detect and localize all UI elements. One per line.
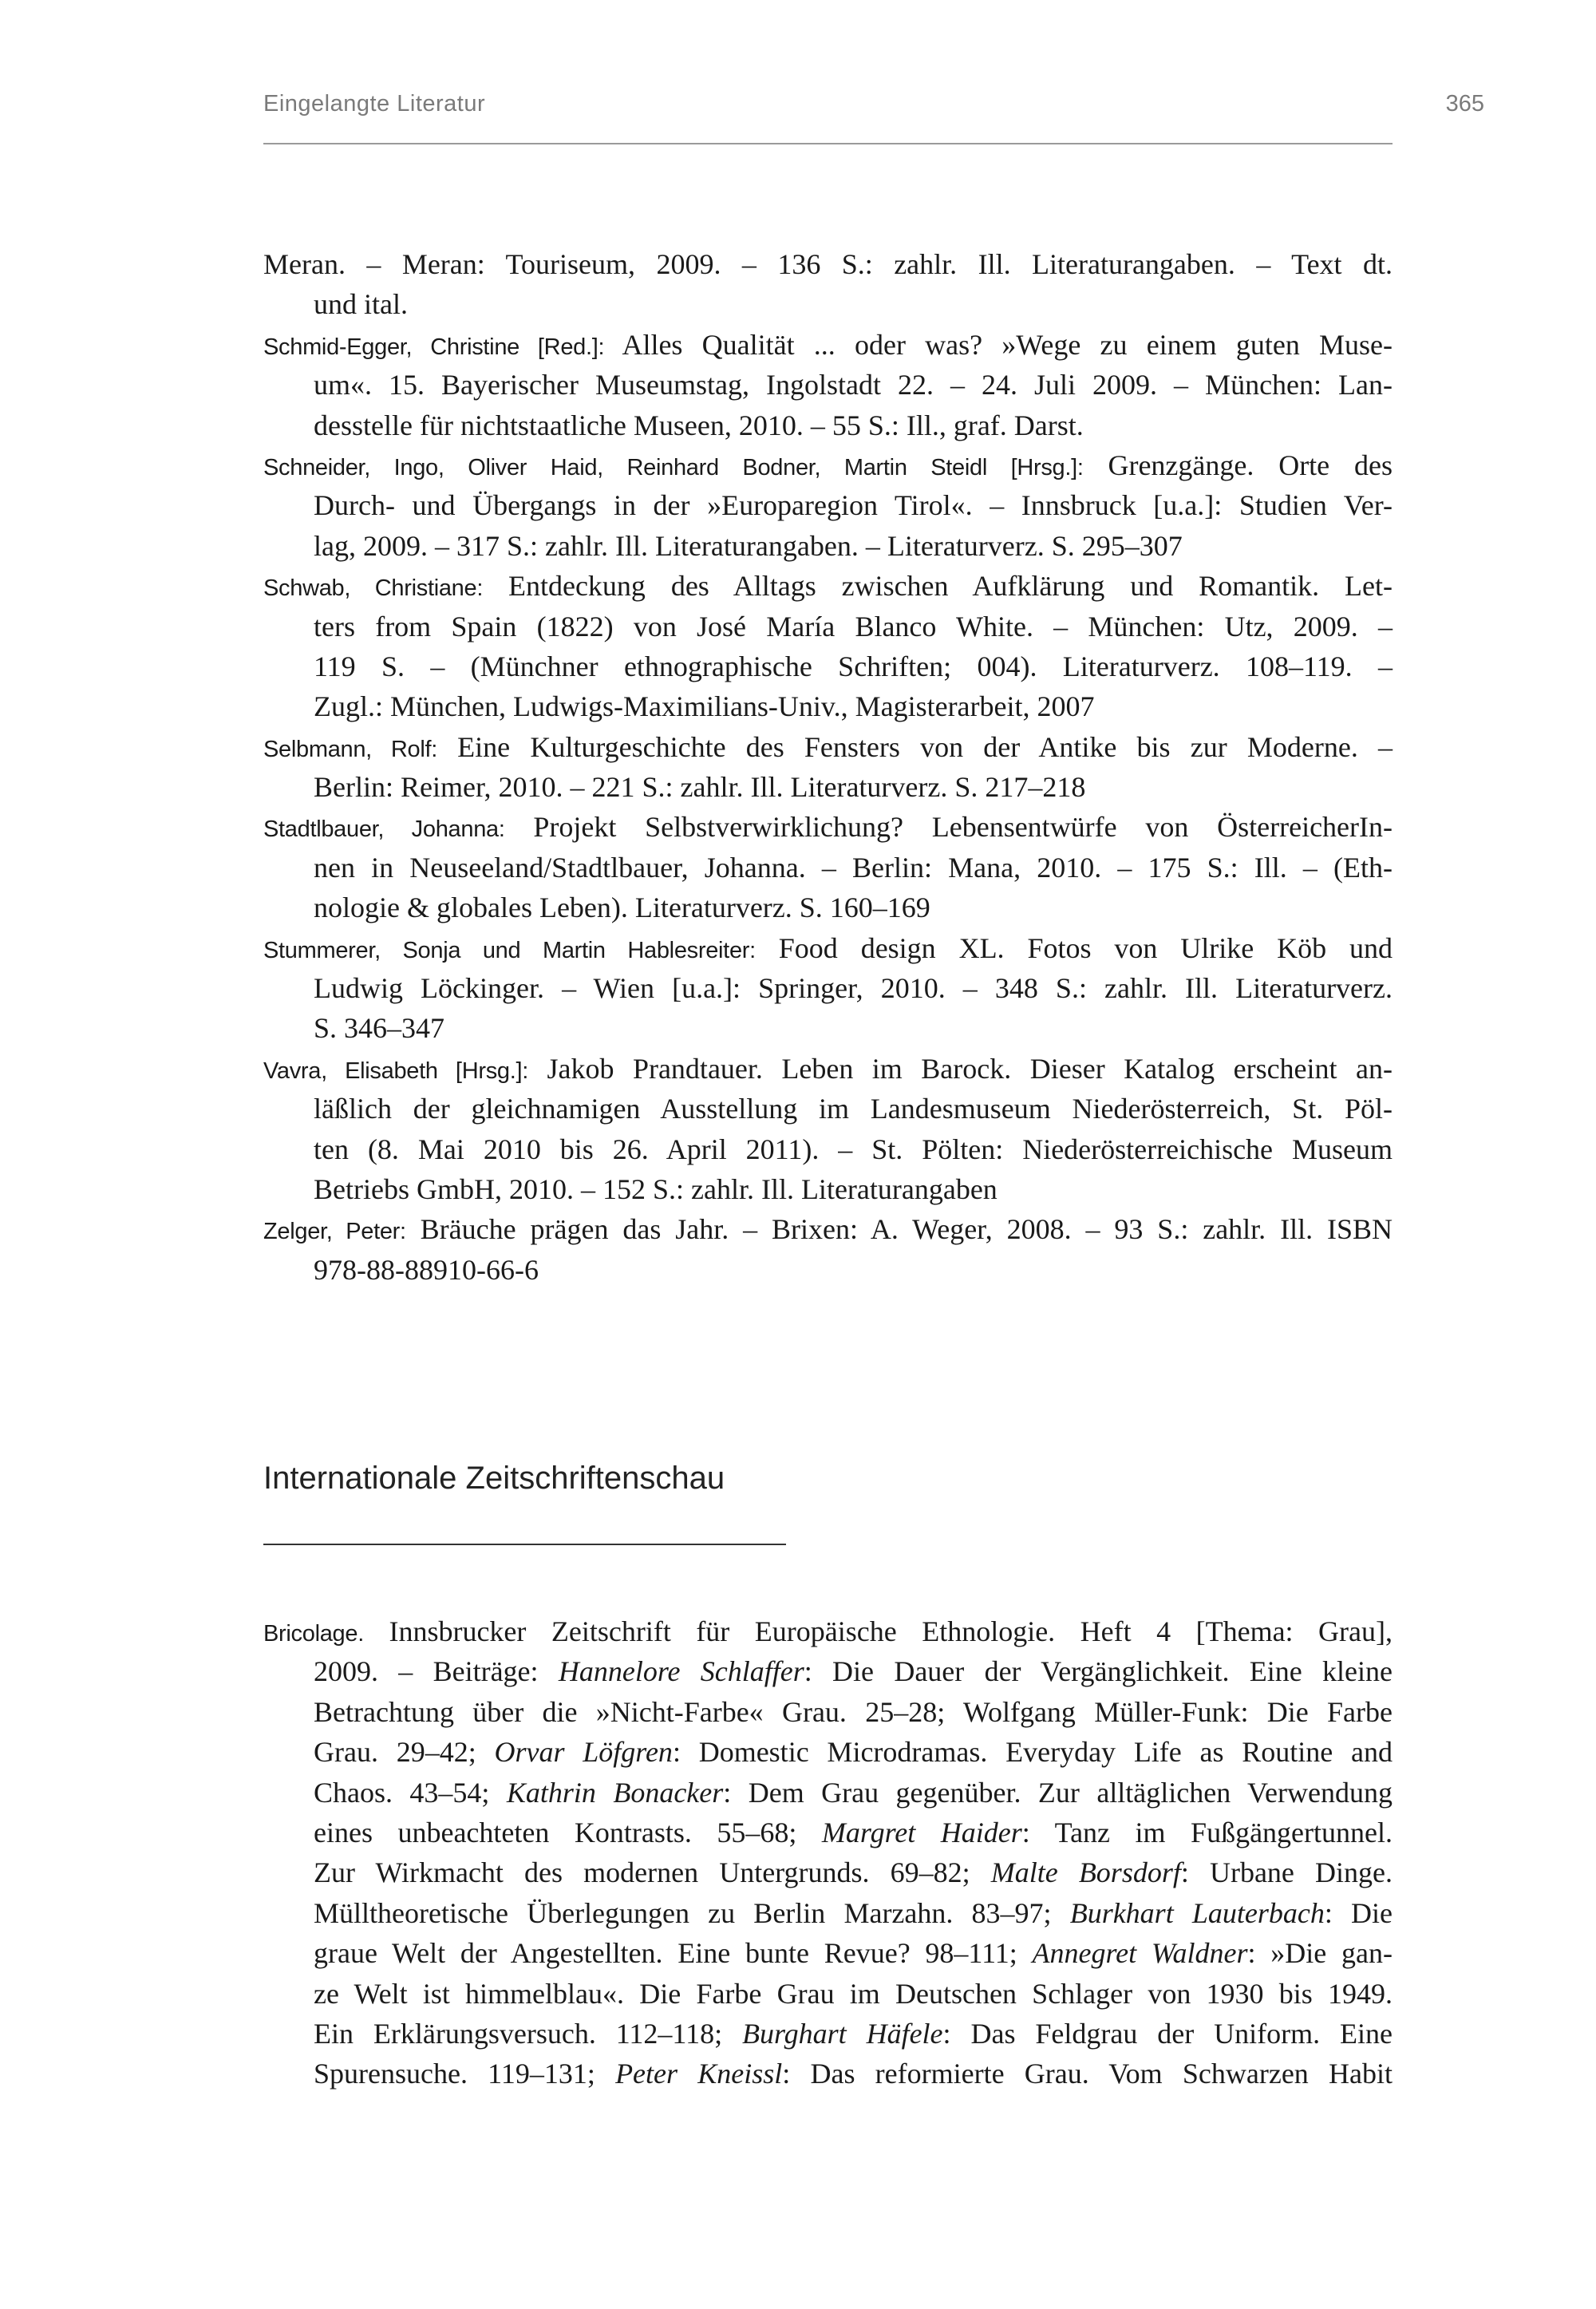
entry-line — [263, 284, 1393, 324]
entry-line — [263, 445, 1393, 485]
entry-text: Meran. – Meran: Touriseum, 2009. – 136 S.: zahlr. Ill. Literaturangaben. – Text dt. — [263, 248, 1393, 280]
entry-line — [263, 2014, 1393, 2054]
entry-text: Jakob Prandtauer. Leben im Barock. Dieser Katalog erscheint an- — [528, 1052, 1393, 1085]
entry-line — [263, 1049, 1393, 1089]
entry-line — [263, 1773, 1393, 1813]
bibliography-entry — [263, 1611, 1393, 2094]
entry-text: Projekt Selbstverwirklichung? Lebensentwürfe von ÖsterreicherIn- — [504, 811, 1393, 844]
contributor-name: Margret Haider — [821, 1816, 1022, 1848]
entry-line — [263, 767, 1393, 807]
entry-line — [263, 365, 1393, 405]
entry-text: : Das reformierte Grau. Vom Schwarzen Habit — [782, 2058, 1393, 2090]
entry-line — [263, 646, 1393, 686]
entry-line — [263, 1250, 1393, 1290]
entry-text: graue Welt der Angestellten. Eine bunte Revue? 98–111; — [314, 1937, 1033, 1970]
bibliography-entry — [263, 928, 1393, 1049]
bibliography-entry — [263, 1049, 1393, 1210]
entry-line — [263, 1169, 1393, 1209]
contributor-name: Malte Borsdorf — [990, 1856, 1181, 1889]
entry-line — [263, 848, 1393, 888]
entry-line — [263, 1008, 1393, 1048]
entry-author: Vavra, Elisabeth [Hrsg.]: — [263, 1058, 528, 1084]
entry-line — [263, 1651, 1393, 1691]
entry-line — [263, 1732, 1393, 1772]
entry-author: Schwab, Christiane: — [263, 575, 484, 602]
bibliography-entry — [263, 566, 1393, 727]
entry-author: Schneider, Ingo, Oliver Haid, Reinhard Bodner, Martin Steidl [Hrsg.]: — [263, 454, 1084, 480]
entry-line — [263, 1129, 1393, 1169]
entry-line — [263, 405, 1393, 445]
entry-author: Selbmann, Rolf: — [263, 736, 437, 762]
entry-line — [263, 526, 1393, 566]
entry-line — [263, 325, 1393, 365]
entry-text: Entdeckung des Alltags zwischen Aufklärung und Romantik. Let- — [483, 570, 1393, 603]
bibliography-entry — [263, 727, 1393, 808]
entry-line — [263, 1974, 1393, 2014]
entry-text: 119 S. – (Münchner ethnographische Schriften; 004). Literaturverz. 108–119. – — [314, 650, 1393, 682]
entry-author: Schmid-Egger, Christine [Red.]: — [263, 334, 605, 360]
entry-text: eines unbeachteten Kontrasts. 55–68; — [314, 1816, 822, 1848]
entry-text: Mülltheoretische Überlegungen zu Berlin Marzahn. 83–97; — [314, 1896, 1070, 1929]
entry-line — [263, 968, 1393, 1008]
entry-text: Food design XL. Fotos von Ulrike Köb und — [755, 931, 1393, 964]
entry-text: Betrachtung über die »Nicht-Farbe« Grau. 25–28; Wolfgang Müller-Funk: Die Farbe — [314, 1695, 1393, 1728]
entry-line — [263, 928, 1393, 968]
entry-line — [263, 1611, 1393, 1651]
entry-text: Grau. 29–42; — [314, 1736, 495, 1769]
entry-text: : Domestic Microdramas. Everyday Life as Routine and — [672, 1736, 1393, 1769]
entry-text: Zur Wirkmacht des modernen Untergrunds. 69–82; — [314, 1856, 991, 1889]
entry-line — [263, 888, 1393, 927]
entry-line — [263, 566, 1393, 606]
entry-line — [263, 1209, 1393, 1249]
entry-text: Alles Qualität ... oder was? »Wege zu einem guten Muse- — [604, 328, 1393, 361]
entry-text: nologie & globales Leben). Literaturverz. S. 160–169 — [314, 892, 930, 924]
entry-text: 978-88-88910-66-6 — [314, 1253, 539, 1286]
bibliography-entry — [263, 807, 1393, 927]
entry-line — [263, 607, 1393, 646]
header-rule — [263, 143, 1393, 144]
entry-line — [263, 244, 1393, 284]
entry-text: desstelle für nichtstaatliche Museen, 2010. – 55 S.: Ill., graf. Darst. — [314, 409, 1084, 441]
entry-text: ze Welt ist himmelblau«. Die Farbe Grau im Deutschen Schlager von 1930 bis 1949. — [314, 1977, 1393, 2010]
entry-text: Durch- und Übergangs in der »Europaregion Tirol«. – Innsbruck [u.a.]: Studien Ver- — [314, 489, 1393, 522]
contributor-name: Peter Kneissl — [615, 2058, 783, 2090]
entry-text: Betriebs GmbH, 2010. – 152 S.: zahlr. Ill. Literaturangaben — [314, 1172, 998, 1205]
entry-text: läßlich der gleichnamigen Ausstellung im Landesmuseum Niederösterreich, St. Pöl- — [314, 1093, 1393, 1125]
entry-text: : Urbane Dinge. — [1180, 1856, 1393, 1889]
contributor-name: Hannelore Schlaffer — [558, 1655, 804, 1688]
entry-text: 2009. – Beiträge: — [314, 1655, 559, 1688]
entry-text: um«. 15. Bayerischer Museumstag, Ingolstadt 22. – 24. Juli 2009. – München: Lan- — [314, 369, 1393, 401]
running-head: Eingelangte Literatur — [263, 91, 486, 117]
entry-text: Eine Kulturgeschichte des Fensters von der Antike bis zur Moderne. – — [437, 730, 1393, 763]
page-number: 365 — [1445, 91, 1484, 117]
bibliography-entry — [263, 325, 1393, 445]
entry-text: Grenzgänge. Orte des — [1083, 449, 1393, 481]
entry-text: ten (8. Mai 2010 bis 26. April 2011). – St. Pölten: Niederösterreichische Museum — [314, 1133, 1393, 1165]
entry-text: und ital. — [314, 288, 408, 321]
entry-line — [263, 485, 1393, 525]
entry-text: : Dem Grau gegenüber. Zur alltäglichen Verwendung — [723, 1776, 1393, 1809]
entry-text: : »Die gan- — [1247, 1937, 1393, 1970]
entry-text: : Die — [1324, 1896, 1393, 1929]
entry-text: : Das Feldgrau der Uniform. Eine — [942, 2017, 1393, 2050]
entry-line — [263, 727, 1393, 767]
entry-line — [263, 1692, 1393, 1732]
entry-text: Berlin: Reimer, 2010. – 221 S.: zahlr. Ill. Literaturverz. S. 217–218 — [314, 771, 1086, 804]
bibliography-entry — [263, 1209, 1393, 1290]
entry-text: Ludwig Löckinger. – Wien [u.a.]: Springer, 2010. – 348 S.: zahlr. Ill. Literaturverz. — [314, 972, 1393, 1005]
entry-text: Innsbrucker Zeitschrift für Europäische Ethnologie. Heft 4 [Thema: Grau], — [363, 1615, 1393, 1647]
entry-line — [263, 1852, 1393, 1892]
section-title: Internationale Zeitschriftenschau — [263, 1461, 725, 1496]
entry-line — [263, 686, 1393, 726]
entry-text: ters from Spain (1822) von José María Blanco White. – München: Utz, 2009. – — [314, 610, 1393, 642]
entry-line — [263, 1933, 1393, 1973]
literature-list — [263, 244, 1393, 1290]
entry-author: Zelger, Peter: — [263, 1219, 406, 1245]
entry-text: lag, 2009. – 317 S.: zahlr. Ill. Literaturangaben. – Literaturverz. S. 295–307 — [314, 529, 1183, 562]
entry-author: Bricolage. — [263, 1621, 364, 1647]
entry-line — [263, 1813, 1393, 1852]
journal-list — [263, 1611, 1393, 2094]
bibliography-entry — [263, 445, 1393, 566]
entry-line — [263, 807, 1393, 847]
entry-text: nen in Neuseeland/Stadtlbauer, Johanna. – Berlin: Mana, 2010. – 175 S.: Ill. – (Eth- — [314, 851, 1393, 884]
bibliography-entry — [263, 244, 1393, 325]
entry-text: Zugl.: München, Ludwigs-Maximilians-Univ., Magisterarbeit, 2007 — [314, 690, 1095, 723]
entry-author: Stummerer, Sonja und Martin Hablesreiter: — [263, 937, 756, 963]
entry-text: Bräuche prägen das Jahr. – Brixen: A. Weger, 2008. – 93 S.: zahlr. Ill. ISBN — [405, 1213, 1393, 1246]
contributor-name: Burkhart Lauterbach — [1069, 1896, 1325, 1929]
entry-text: : Tanz im Fußgängertunnel. — [1021, 1816, 1393, 1848]
entry-line — [263, 1089, 1393, 1129]
contributor-name: Kathrin Bonacker — [506, 1776, 724, 1809]
entry-author: Stadtlbauer, Johanna: — [263, 816, 505, 843]
contributor-name: Orvar Löfgren — [494, 1736, 673, 1769]
contributor-name: Annegret Waldner — [1032, 1937, 1248, 1970]
section-rule — [263, 1544, 786, 1545]
entry-line — [263, 1893, 1393, 1933]
entry-text: Ein Erklärungsversuch. 112–118; — [314, 2017, 742, 2050]
contributor-name: Burghart Häfele — [741, 2017, 943, 2050]
entry-text: S. 346–347 — [314, 1012, 445, 1045]
entry-line — [263, 2054, 1393, 2094]
entry-text: Chaos. 43–54; — [314, 1776, 507, 1809]
entry-text: : Die Dauer der Vergänglichkeit. Eine kleine — [804, 1655, 1393, 1688]
entry-text: Spurensuche. 119–131; — [314, 2058, 616, 2090]
